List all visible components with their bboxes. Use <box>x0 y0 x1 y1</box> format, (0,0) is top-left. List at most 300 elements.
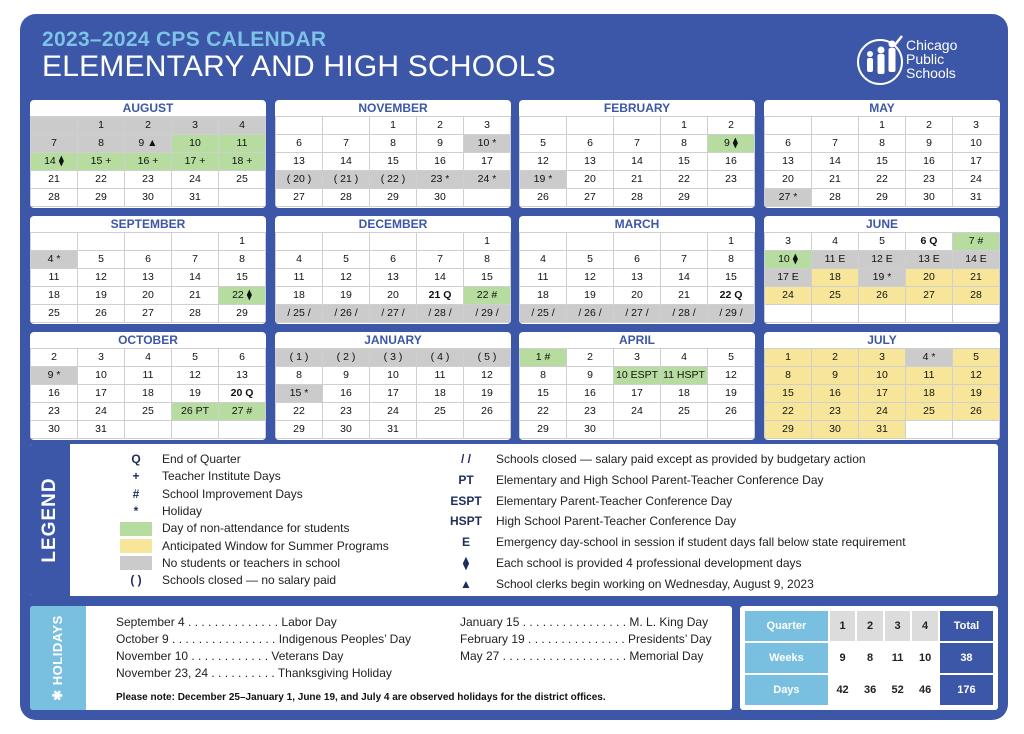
day-cell: 23 <box>323 403 369 420</box>
month-title: DECEMBER <box>358 217 428 231</box>
day-cell: 30 <box>906 189 952 206</box>
day-cell: 12 <box>78 269 124 286</box>
day-cell <box>953 421 999 438</box>
holiday-item: January 15 . . . . . . . . . . . . . . . . M. L. King Day <box>460 615 709 629</box>
quarter-cell: 1 <box>830 611 856 641</box>
day-cell: 18 <box>661 385 707 402</box>
quarter-row <box>745 675 993 705</box>
day-cell: 16 <box>31 385 77 402</box>
day-cell: 3 <box>859 349 905 366</box>
day-cell: 6 <box>614 251 660 268</box>
day-cell: 2 <box>708 117 754 134</box>
day-cell: 31 <box>859 421 905 438</box>
month-title: MARCH <box>614 217 660 231</box>
day-cell: 22 <box>520 403 566 420</box>
day-cell: 7 <box>661 251 707 268</box>
day-cell: 11 HSPT <box>661 367 707 384</box>
day-cell: 21 <box>614 171 660 188</box>
quarter-cell: Quarter <box>745 611 828 641</box>
month-december <box>275 216 511 324</box>
day-cell: 13 E <box>906 251 952 268</box>
day-cell: 12 <box>953 367 999 384</box>
day-cell: 25 <box>661 403 707 420</box>
day-cell: 9 <box>323 367 369 384</box>
day-cell: 5 <box>859 233 905 250</box>
day-cell: 26 <box>520 189 566 206</box>
month-march <box>519 216 755 324</box>
day-cell: 28 <box>953 287 999 304</box>
holidays-note: Please note: December 25–January 1, June 19, and July 4 are observed holidays for the district offices. <box>116 692 606 703</box>
day-cell: 31 <box>78 421 124 438</box>
day-cell: ( 22 ) <box>370 171 416 188</box>
day-cell <box>464 189 510 206</box>
day-cell: 27 <box>276 189 322 206</box>
day-cell <box>906 421 952 438</box>
month-days <box>275 349 511 439</box>
day-cell: 3 <box>765 233 811 250</box>
day-cell: 18 <box>417 385 463 402</box>
day-cell: 8 <box>78 135 124 152</box>
day-cell <box>219 189 265 206</box>
quarter-cell: 10 <box>912 643 938 673</box>
day-cell: 21 <box>31 171 77 188</box>
day-cell: 27 <box>125 305 171 322</box>
day-cell: 19 <box>708 385 754 402</box>
day-cell <box>323 117 369 134</box>
quarter-cell: 176 <box>940 675 993 705</box>
day-cell: 6 <box>765 135 811 152</box>
day-cell: 18 + <box>219 153 265 170</box>
day-cell: 15 <box>661 153 707 170</box>
legend-symbol: E <box>461 535 470 550</box>
day-cell: 15 <box>219 269 265 286</box>
day-cell: 3 <box>172 117 218 134</box>
quarter-cell: 4 <box>912 611 938 641</box>
day-cell: 1 <box>708 233 754 250</box>
day-cell: ( 5 ) <box>464 349 510 366</box>
day-cell: 15 <box>765 385 811 402</box>
day-cell: 30 <box>417 189 463 206</box>
day-cell: 6 <box>125 251 171 268</box>
day-cell: 23 <box>906 171 952 188</box>
day-cell: 6 Q <box>906 233 952 250</box>
month-january <box>275 332 511 440</box>
day-cell: 22 # <box>464 287 510 304</box>
legend-text: Schools closed — salary paid except as provided by budgetary action <box>496 452 866 466</box>
day-cell: 18 <box>520 287 566 304</box>
day-cell <box>125 421 171 438</box>
quarter-cell: 11 <box>885 643 911 673</box>
day-cell: 19 <box>953 385 999 402</box>
day-cell: / 26 / <box>567 305 613 322</box>
day-cell: 11 <box>219 135 265 152</box>
day-cell: 12 <box>464 367 510 384</box>
day-cell: 30 <box>812 421 858 438</box>
month-title: APRIL <box>619 333 655 347</box>
legend-symbol: # <box>132 486 140 501</box>
day-cell: 7 # <box>953 233 999 250</box>
day-cell <box>370 233 416 250</box>
legend-text: Emergency day-school in session if student days fall below state requirement <box>496 535 906 550</box>
day-cell: 28 <box>812 189 858 206</box>
day-cell: 19 * <box>520 171 566 188</box>
day-cell: 29 <box>370 189 416 206</box>
day-cell: 11 <box>31 269 77 286</box>
day-cell: 18 <box>276 287 322 304</box>
day-cell: 26 <box>708 403 754 420</box>
day-cell: 7 <box>812 135 858 152</box>
legend-text: Elementary Parent-Teacher Conference Day <box>496 493 733 508</box>
day-cell: 10 <box>953 135 999 152</box>
day-cell: 30 <box>567 421 613 438</box>
day-cell: 17 <box>953 153 999 170</box>
day-cell: 5 <box>520 135 566 152</box>
legend-symbol: ( ) <box>130 573 142 588</box>
day-cell: 25 <box>812 287 858 304</box>
day-cell: 4 <box>219 117 265 134</box>
day-cell: 12 E <box>859 251 905 268</box>
legend-symbol: PT <box>458 472 474 487</box>
day-cell <box>520 117 566 134</box>
calendar-title: 2023–2024 CPS CALENDAR <box>42 28 327 51</box>
day-cell <box>323 233 369 250</box>
month-days <box>764 349 1000 439</box>
legend-text: Elementary and High School Parent-Teacher Conference Day <box>496 472 824 487</box>
day-cell: 9 <box>906 135 952 152</box>
day-cell: 13 <box>765 153 811 170</box>
day-cell: 17 <box>370 385 416 402</box>
day-cell: / 29 / <box>708 305 754 322</box>
month-title: MAY <box>869 101 895 115</box>
day-cell: 6 <box>567 135 613 152</box>
month-may <box>764 100 1000 208</box>
day-cell <box>417 421 463 438</box>
day-cell <box>614 117 660 134</box>
day-cell: 4 * <box>906 349 952 366</box>
day-cell: 12 <box>567 269 613 286</box>
day-cell: ( 3 ) <box>370 349 416 366</box>
day-cell: 10 ESPT <box>614 367 660 384</box>
day-cell: 30 <box>125 189 171 206</box>
legend-text: School clerks begin working on Wednesday, August 9, 2023 <box>496 576 814 591</box>
month-title: NOVEMBER <box>358 101 428 115</box>
day-cell: 15 <box>520 385 566 402</box>
day-cell <box>661 233 707 250</box>
day-cell: 14 <box>661 269 707 286</box>
month-days <box>275 117 511 207</box>
day-cell <box>765 305 811 322</box>
day-cell: 1 <box>370 117 416 134</box>
day-cell: 6 <box>276 135 322 152</box>
day-cell: 15 <box>859 153 905 170</box>
holidays-header: ✱ HOLIDAYS <box>30 606 86 710</box>
day-cell: 11 <box>906 367 952 384</box>
day-cell: / 29 / <box>464 305 510 322</box>
quarter-cell: Total <box>940 611 993 641</box>
day-cell: 13 <box>219 367 265 384</box>
day-cell: 13 <box>567 153 613 170</box>
day-cell <box>567 233 613 250</box>
day-cell: 8 <box>708 251 754 268</box>
month-days <box>30 233 266 323</box>
day-cell: 3 <box>614 349 660 366</box>
day-cell: 11 <box>520 269 566 286</box>
month-june <box>764 216 1000 324</box>
day-cell: 14 <box>812 153 858 170</box>
day-cell <box>567 117 613 134</box>
day-cell: 13 <box>614 269 660 286</box>
day-cell: 24 <box>859 403 905 420</box>
day-cell: 5 <box>567 251 613 268</box>
month-days <box>519 349 755 439</box>
month-august <box>30 100 266 208</box>
holiday-item: May 27 . . . . . . . . . . . . . . . . . . . Memorial Day <box>460 649 704 663</box>
day-cell: 4 <box>661 349 707 366</box>
quarter-cell: 8 <box>857 643 883 673</box>
day-cell: 3 <box>464 117 510 134</box>
month-days <box>519 117 755 207</box>
day-cell: 9 ▲ <box>125 135 171 152</box>
day-cell: 29 <box>219 305 265 322</box>
day-cell: 2 <box>906 117 952 134</box>
day-cell: 11 <box>125 367 171 384</box>
day-cell: 7 <box>172 251 218 268</box>
day-cell: ( 21 ) <box>323 171 369 188</box>
day-cell: 10 <box>78 367 124 384</box>
day-cell: 25 <box>417 403 463 420</box>
day-cell: 29 <box>78 189 124 206</box>
legend-swatch <box>120 539 152 553</box>
day-cell: 8 <box>520 367 566 384</box>
day-cell: 26 <box>953 403 999 420</box>
day-cell: 1 <box>219 233 265 250</box>
legend-symbol: * <box>133 503 139 518</box>
day-cell: 12 <box>708 367 754 384</box>
day-cell <box>276 117 322 134</box>
day-cell: 8 <box>661 135 707 152</box>
legend-symbol: + <box>132 469 140 484</box>
day-cell <box>172 421 218 438</box>
day-cell: 23 * <box>417 171 463 188</box>
day-cell: 31 <box>370 421 416 438</box>
day-cell: 19 <box>323 287 369 304</box>
legend-text: Holiday <box>162 503 203 518</box>
day-cell <box>812 117 858 134</box>
day-cell <box>708 421 754 438</box>
day-cell: 9 <box>417 135 463 152</box>
day-cell: 15 + <box>78 153 124 170</box>
day-cell: 29 <box>276 421 322 438</box>
day-cell: 18 <box>125 385 171 402</box>
month-days <box>275 233 511 323</box>
day-cell: 24 <box>370 403 416 420</box>
day-cell: 24 <box>953 171 999 188</box>
quarter-cell: 36 <box>857 675 883 705</box>
day-cell <box>859 305 905 322</box>
month-title: JANUARY <box>364 333 422 347</box>
day-cell <box>125 233 171 250</box>
quarter-cell: 52 <box>885 675 911 705</box>
day-cell: 9 <box>812 367 858 384</box>
day-cell <box>78 233 124 250</box>
day-cell: ( 4 ) <box>417 349 463 366</box>
day-cell: 8 <box>276 367 322 384</box>
day-cell: 5 <box>172 349 218 366</box>
day-cell: 12 <box>172 367 218 384</box>
day-cell: 16 <box>323 385 369 402</box>
day-cell: 7 <box>323 135 369 152</box>
day-cell: 1 <box>661 117 707 134</box>
day-cell <box>906 305 952 322</box>
day-cell: 13 <box>276 153 322 170</box>
month-title: AUGUST <box>122 101 174 115</box>
day-cell: 16 <box>708 153 754 170</box>
day-cell: 22 <box>765 403 811 420</box>
day-cell: 8 <box>370 135 416 152</box>
month-days <box>764 233 1000 323</box>
day-cell: 30 <box>31 421 77 438</box>
month-title: JUNE <box>865 217 898 231</box>
day-cell: 24 * <box>464 171 510 188</box>
day-cell: 10 * <box>464 135 510 152</box>
day-cell: 17 E <box>765 269 811 286</box>
month-february <box>519 100 755 208</box>
holiday-item: October 9 . . . . . . . . . . . . . . . . Indigenous Peoples’ Day <box>116 632 412 646</box>
day-cell: 3 <box>78 349 124 366</box>
day-cell: 22 <box>859 171 905 188</box>
day-cell: 11 E <box>812 251 858 268</box>
day-cell: 21 <box>812 171 858 188</box>
day-cell: 19 * <box>859 269 905 286</box>
day-cell: 4 <box>520 251 566 268</box>
day-cell: 22 <box>661 171 707 188</box>
day-cell: 5 <box>953 349 999 366</box>
legend-text: Schools closed — no salary paid <box>162 573 337 588</box>
day-cell: 8 <box>219 251 265 268</box>
legend-symbol: / / <box>460 452 471 466</box>
day-cell: 15 <box>370 153 416 170</box>
month-title: SEPTEMBER <box>110 217 186 231</box>
quarter-cell: 2 <box>857 611 883 641</box>
day-cell: 27 <box>567 189 613 206</box>
day-cell: 19 <box>78 287 124 304</box>
day-cell: 30 <box>323 421 369 438</box>
day-cell: 10 <box>172 135 218 152</box>
day-cell: 29 <box>859 189 905 206</box>
day-cell: 18 <box>906 385 952 402</box>
day-cell: 23 <box>125 171 171 188</box>
day-cell: 28 <box>323 189 369 206</box>
day-cell: ( 20 ) <box>276 171 322 188</box>
day-cell: 27 # <box>219 403 265 420</box>
day-cell: ( 1 ) <box>276 349 322 366</box>
calendar-page <box>20 14 1008 720</box>
legend-text: No students or teachers in school <box>162 555 341 570</box>
day-cell: 19 <box>567 287 613 304</box>
day-cell: 25 <box>31 305 77 322</box>
day-cell: 28 <box>172 305 218 322</box>
day-cell: 14 <box>417 269 463 286</box>
legend-symbol: ⧫ <box>463 556 469 570</box>
day-cell: 16 + <box>125 153 171 170</box>
calendar-subtitle: ELEMENTARY AND HIGH SCHOOLS <box>42 50 556 83</box>
day-cell: 27 * <box>765 189 811 206</box>
day-cell: 23 <box>567 403 613 420</box>
day-cell: 11 <box>417 367 463 384</box>
day-cell: 28 <box>614 189 660 206</box>
day-cell: 5 <box>78 251 124 268</box>
day-cell: 10 <box>370 367 416 384</box>
day-cell: 7 <box>614 135 660 152</box>
day-cell: / 27 / <box>370 305 416 322</box>
day-cell: 23 <box>708 171 754 188</box>
day-cell: 1 <box>464 233 510 250</box>
day-cell: 5 <box>323 251 369 268</box>
day-cell: 16 <box>417 153 463 170</box>
day-cell: / 27 / <box>614 305 660 322</box>
day-cell: ( 2 ) <box>323 349 369 366</box>
quarter-cell: 38 <box>940 643 993 673</box>
day-cell: / 26 / <box>323 305 369 322</box>
day-cell <box>661 421 707 438</box>
day-cell: 26 <box>78 305 124 322</box>
day-cell <box>614 233 660 250</box>
day-cell <box>417 233 463 250</box>
legend-text: Day of non-attendance for students <box>162 521 350 536</box>
day-cell: 7 <box>31 135 77 152</box>
day-cell <box>765 117 811 134</box>
day-cell <box>812 305 858 322</box>
holiday-item: September 4 . . . . . . . . . . . . . . Labor Day <box>116 615 337 629</box>
day-cell: 12 <box>323 269 369 286</box>
day-cell: 18 <box>31 287 77 304</box>
month-days <box>30 117 266 207</box>
month-september <box>30 216 266 324</box>
legend-header: LEGEND <box>30 444 70 596</box>
day-cell: 20 <box>125 287 171 304</box>
day-cell: 1 <box>859 117 905 134</box>
day-cell: 23 <box>31 403 77 420</box>
day-cell: 31 <box>953 189 999 206</box>
month-november <box>275 100 511 208</box>
day-cell <box>172 233 218 250</box>
day-cell <box>520 233 566 250</box>
day-cell: 17 <box>859 385 905 402</box>
legend-text: Each school is provided 4 professional development days <box>496 556 802 570</box>
day-cell: 9 ⧫ <box>708 135 754 152</box>
school-children-icon <box>856 32 908 88</box>
day-cell: 29 <box>520 421 566 438</box>
day-cell <box>31 233 77 250</box>
day-cell: 1 # <box>520 349 566 366</box>
day-cell: 8 <box>464 251 510 268</box>
day-cell: 10 <box>859 367 905 384</box>
quarter-cell: Days <box>745 675 828 705</box>
legend-symbol: ESPT <box>450 493 482 508</box>
logo-text: Chicago Public Schools <box>906 37 958 81</box>
day-cell: 21 Q <box>417 287 463 304</box>
day-cell: 20 <box>906 269 952 286</box>
day-cell: 12 <box>520 153 566 170</box>
day-cell: 9 <box>567 367 613 384</box>
month-title: FEBRUARY <box>603 101 671 115</box>
day-cell: 22 <box>78 171 124 188</box>
day-cell: 6 <box>370 251 416 268</box>
day-cell: 17 <box>78 385 124 402</box>
day-cell: 25 <box>906 403 952 420</box>
day-cell: 7 <box>417 251 463 268</box>
day-cell: 6 <box>219 349 265 366</box>
